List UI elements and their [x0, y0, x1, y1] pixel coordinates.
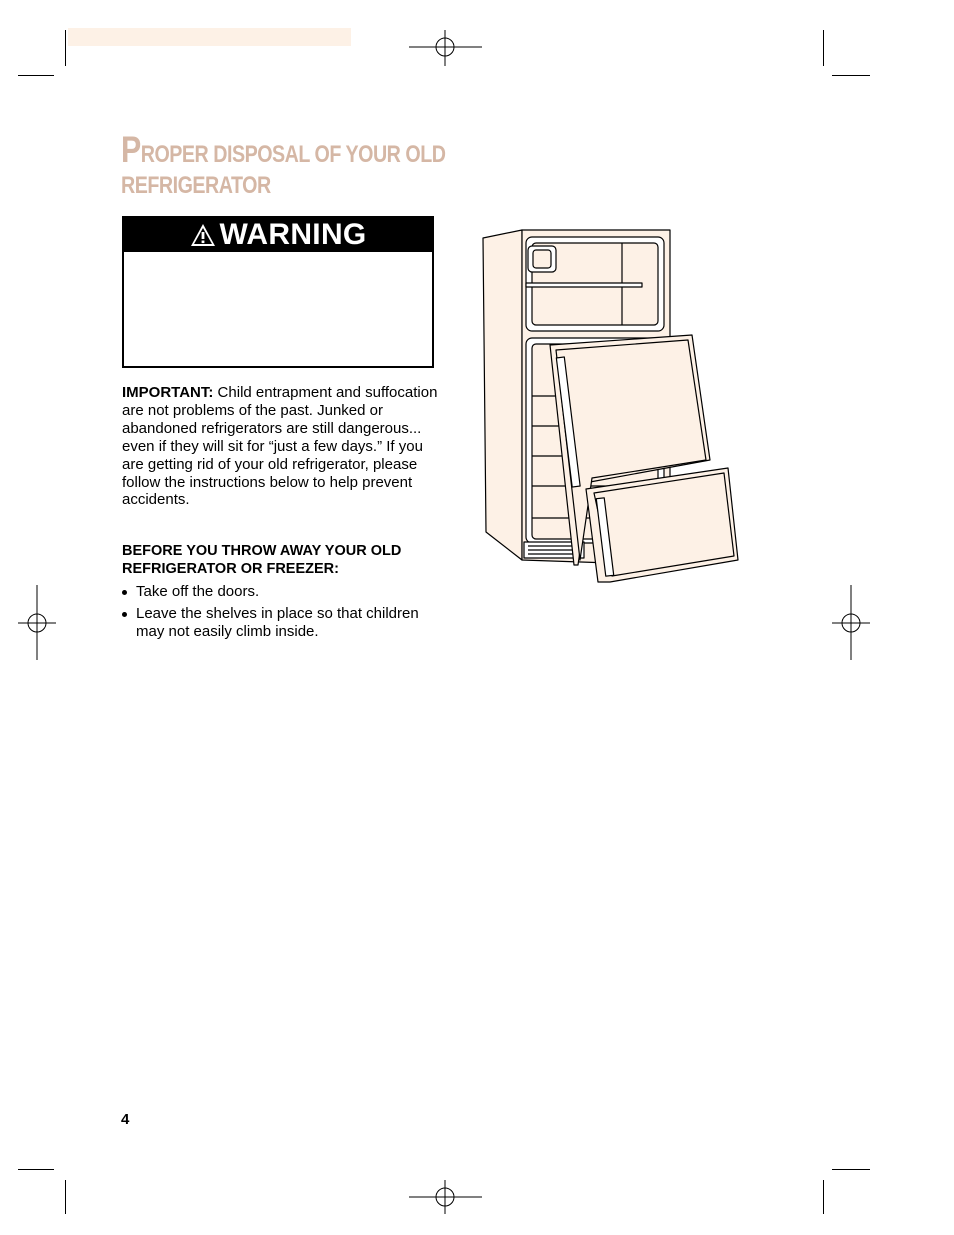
important-paragraph — [122, 384, 440, 509]
page-title — [121, 129, 446, 201]
important-lead: IMPORTANT: — [122, 384, 214, 401]
warning-box — [122, 216, 434, 368]
title-line1: ROPER DISPOSAL OF YOUR OLD — [140, 141, 446, 168]
title-line2: REFRIGERATOR — [121, 172, 271, 199]
refrigerator-illustration — [470, 220, 750, 590]
page-number: 4 — [121, 1111, 130, 1128]
title-initial: P — [121, 129, 141, 170]
bullet-icon — [122, 590, 127, 595]
warning-label: WARNING — [219, 218, 367, 251]
list-item: Take off the doors. — [122, 583, 440, 601]
bullet-icon — [122, 612, 127, 617]
warning-header — [124, 218, 432, 252]
warning-triangle-icon — [189, 222, 217, 248]
before-heading: BEFORE YOU THROW AWAY YOUR OLD REFRIGERATOR OR FREEZER: — [122, 543, 402, 577]
list-item: Leave the shelves in place so that children may not easily climb inside. — [122, 605, 440, 641]
important-text: Child entrapment and suffocation are not problems of the past. Junked or abandoned refrigerators are still dangerous... even if they will sit for “just a few days.” If you are getting rid of your old refrigerator, please follow the instructions below to help prevent accidents. — [122, 384, 438, 509]
instruction-list — [122, 583, 440, 645]
